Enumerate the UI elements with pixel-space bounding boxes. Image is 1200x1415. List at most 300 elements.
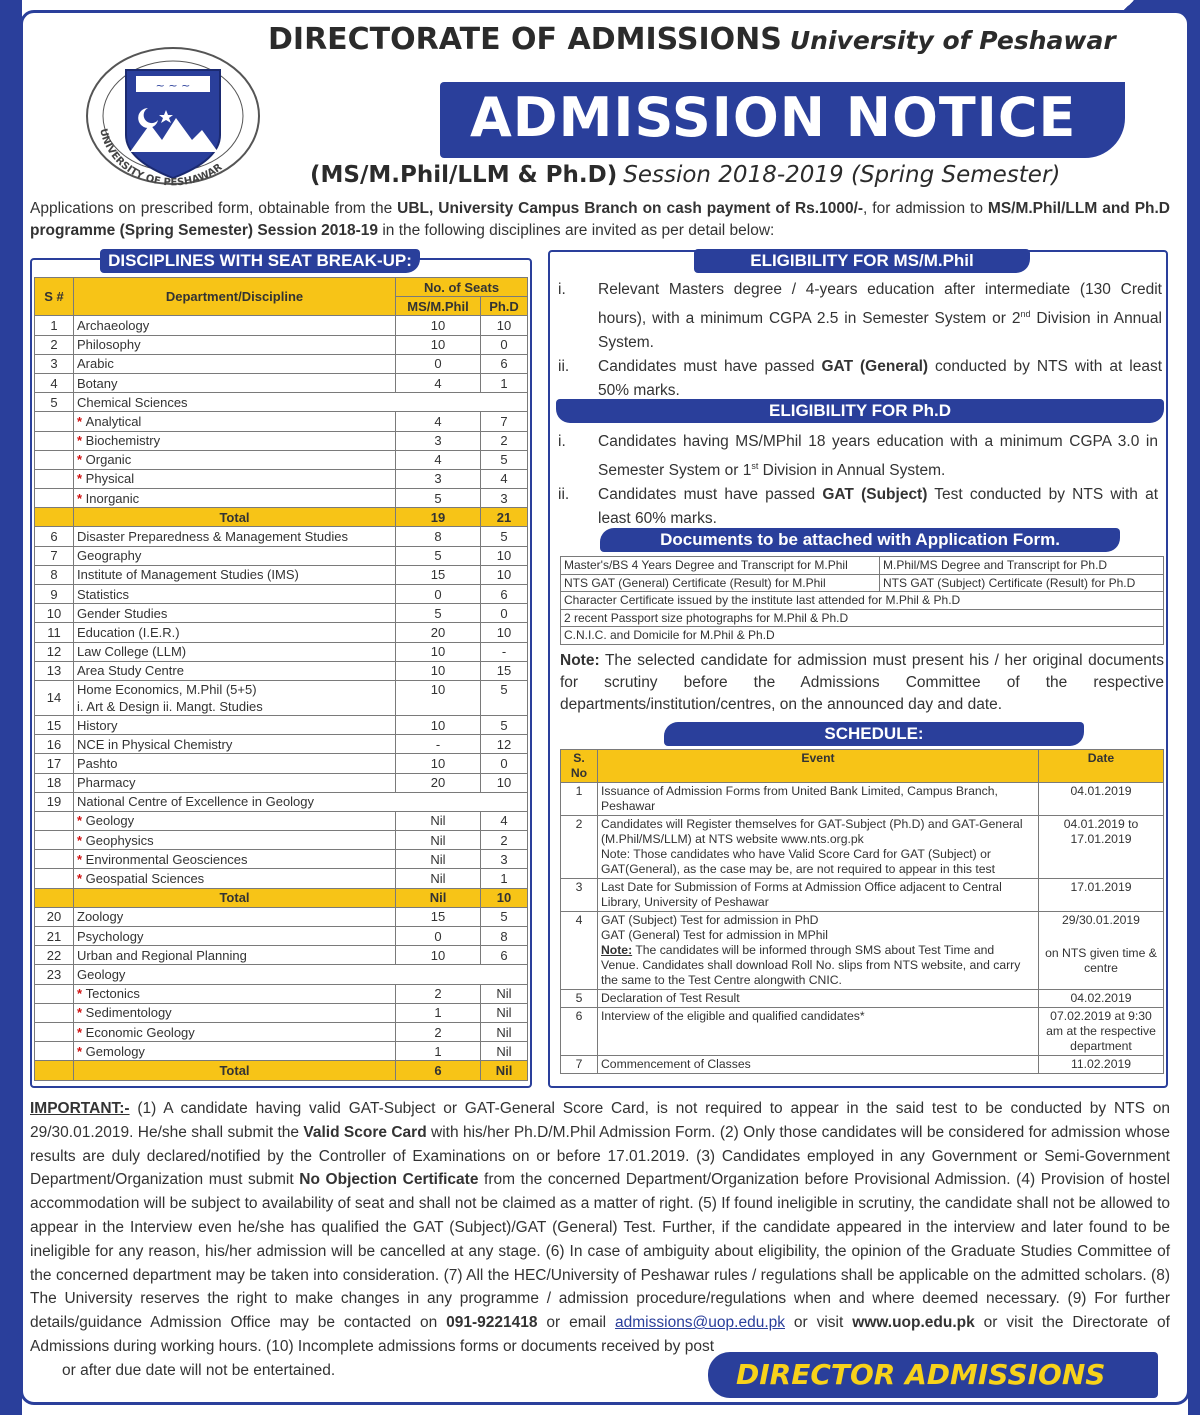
discipline-row	[35, 335, 528, 354]
discipline-name	[74, 792, 528, 811]
intro-text: in the following disciplines are invited as per detail below:	[378, 222, 775, 239]
schedule-row	[561, 879, 1164, 912]
intro-text: Applications on prescribed form, obtainable from the	[30, 200, 398, 217]
seats-ms: 8	[396, 527, 481, 546]
discipline-row	[35, 527, 528, 546]
discipline-label: Analytical	[85, 413, 142, 429]
seats-ms: 1	[396, 1003, 481, 1022]
eligibility-phd-item	[558, 430, 1158, 483]
seats-phd: 10	[481, 546, 528, 565]
row-number: 5	[35, 393, 74, 412]
discipline-name	[74, 946, 396, 965]
schedule-row	[561, 912, 1164, 990]
seats-ms: 5	[396, 489, 481, 508]
intro-text: , for admission to	[863, 200, 988, 217]
documents-row	[561, 592, 1164, 610]
important-text: from the concerned Department/Organization before Provisional Admission. (4) Provision of hostel accommodation will be subject to availability of seat and shall not be claimed as a matter of right. (5) If found ineligible in scrutiny, the candidate shall not be allowed to appear in the Interview even he/she has qualified the GAT (Subject)/GAT (General) Test. Further, if the candidate appeared in the interview and later found to be ineligible for any reason, his/her admission will be cancelled at any stage. (6) In case of ambiguity about eligibility, the opinion of the Graduate Studies Committee of the concerned department may be taken into consideration. (7) All the HEC/University of Peshawar rules / regulations shall be applicable on the admitted scholars. (8) The University reserves the right to make changes in any programme / admission procedure/regulations when and where deemed necessary. (9) For further details/guidance Admission Office may be contacted on	[30, 1171, 1170, 1332]
event-line: Note: Those candidates who have Valid Score Card for GAT (Subject) or GAT(General), as the case may be, are not required to appear in this test	[601, 847, 996, 876]
discipline-label: Education (I.E.R.)	[77, 624, 180, 640]
seats-phd: 2	[481, 431, 528, 450]
discipline-label: Geology	[77, 966, 126, 982]
seats-phd: Nil	[481, 1042, 528, 1061]
important-label: IMPORTANT:-	[30, 1100, 130, 1117]
row-number: 12	[35, 642, 74, 661]
seats-phd: 3	[481, 850, 528, 869]
row-number	[35, 431, 74, 450]
discipline-name	[74, 1022, 396, 1041]
discipline-row	[35, 450, 528, 469]
row-number: 2	[35, 335, 74, 354]
item-bold: GAT (General)	[821, 358, 929, 376]
discipline-row	[35, 1042, 528, 1061]
seats-phd: 5	[481, 527, 528, 546]
discipline-label: Total	[219, 890, 250, 906]
discipline-row	[35, 869, 528, 888]
discipline-label: Inorganic	[85, 490, 140, 506]
seats-phd: 10	[481, 623, 528, 642]
university-name: University of Peshawar	[789, 26, 1116, 55]
discipline-row	[35, 661, 528, 680]
eligibility-phd-list	[558, 430, 1158, 531]
row-number: 1	[35, 316, 74, 335]
discipline-name	[74, 927, 396, 946]
asterisk-icon: *	[77, 1043, 86, 1059]
discipline-name	[74, 316, 396, 335]
discipline-row	[35, 642, 528, 661]
seats-ms: 4	[396, 412, 481, 431]
row-number: 3	[35, 354, 74, 373]
asterisk-icon: *	[77, 490, 86, 506]
note-text: The selected candidate for admission must present his / her original documents for scrutiny before the Admissions Committee of the respective departments/institution/centres, on the announced day and date.	[560, 652, 1164, 713]
seats-ms: 19	[396, 508, 481, 527]
item-text: Candidates having MS/MPhil 18 years education with a minimum CGPA 3.0 in Semester System or 1	[598, 433, 1158, 480]
asterisk-icon: *	[77, 871, 86, 887]
row-number: 16	[35, 735, 74, 754]
row-number: 14	[35, 680, 74, 715]
important-text: (1) A candidate having valid GAT-Subject or GAT-General Score Card, is not required to appear in the said test to be conducted by NTS on 29/30.01.2019. He/she shall submit the	[30, 1100, 1170, 1141]
row-number: 6	[561, 1008, 598, 1056]
event-date: 07.02.2019 at 9:30 am at the respective department	[1039, 1008, 1164, 1056]
discipline-row	[35, 393, 528, 412]
row-number	[35, 450, 74, 469]
row-number	[35, 984, 74, 1003]
seats-phd: 0	[481, 754, 528, 773]
discipline-row	[35, 489, 528, 508]
discipline-name	[74, 585, 396, 604]
discipline-label: Tectonics	[85, 986, 140, 1002]
seats-ms: 6	[396, 1061, 481, 1080]
discipline-label: Area Study Centre	[77, 663, 184, 679]
event-text: Interview of the eligible and qualified candidates*	[598, 1008, 1039, 1056]
discipline-row	[35, 773, 528, 792]
seats-ms: 15	[396, 907, 481, 926]
seats-phd: 0	[481, 335, 528, 354]
session-label: Session 2018-2019 (Spring Semester)	[623, 162, 1061, 188]
seats-ms: 20	[396, 773, 481, 792]
discipline-label: Botany	[77, 375, 118, 391]
seats-ms: 10	[396, 335, 481, 354]
document-item: Character Certificate issued by the institute last attended for M.Phil & Ph.D	[561, 592, 1164, 610]
item-text: Candidates must have passed	[598, 358, 822, 376]
seats-phd: Nil	[481, 1003, 528, 1022]
seats-phd: 0	[481, 604, 528, 623]
discipline-label: Disaster Preparedness & Management Studies	[77, 529, 348, 545]
event-note-label: Note:	[601, 943, 633, 957]
eligibility-phd-heading: ELIGIBILITY FOR Ph.D	[556, 399, 1164, 423]
intro-bold: UBL, University Campus Branch on cash payment of Rs.1000/-	[397, 200, 864, 217]
row-number	[35, 469, 74, 488]
schedule-row	[561, 816, 1164, 879]
discipline-name	[74, 642, 396, 661]
event-date: 04.01.2019 to 17.01.2019	[1039, 816, 1164, 879]
discipline-name	[74, 335, 396, 354]
subtitle	[310, 162, 1060, 188]
seats-ms: 10	[396, 316, 481, 335]
seats-phd: 7	[481, 412, 528, 431]
row-number: 8	[35, 565, 74, 584]
discipline-row	[35, 792, 528, 811]
banner-title: ADMISSION NOTICE	[470, 86, 1077, 149]
seats-ms: 1	[396, 1042, 481, 1061]
discipline-row	[35, 1003, 528, 1022]
seats-phd: 5	[481, 680, 528, 715]
discipline-label: Gender Studies	[77, 605, 168, 621]
row-number: 15	[35, 715, 74, 734]
seats-phd: 10	[481, 888, 528, 907]
seats-ms: 20	[396, 623, 481, 642]
important-notes	[30, 1097, 1170, 1383]
discipline-label: Geography	[77, 548, 142, 564]
row-number: 20	[35, 907, 74, 926]
discipline-label: Home Economics, M.Phil (5+5)	[77, 681, 257, 697]
discipline-label: Law College (LLM)	[77, 644, 187, 660]
row-number: 9	[35, 585, 74, 604]
seats-phd: 4	[481, 469, 528, 488]
discipline-name	[74, 1003, 396, 1022]
header-directorate	[268, 22, 1116, 57]
item-number: ii.	[558, 486, 570, 504]
asterisk-icon: *	[77, 813, 86, 829]
event-text: Issuance of Admission Forms from United Bank Limited, Campus Branch, Peshawar	[598, 783, 1039, 816]
discipline-row	[35, 907, 528, 926]
discipline-label: Archaeology	[77, 317, 150, 333]
discipline-row	[35, 469, 528, 488]
discipline-label: Geophysics	[85, 832, 154, 848]
admission-notice-banner	[440, 82, 1125, 158]
discipline-name	[74, 527, 396, 546]
schedule-row	[561, 990, 1164, 1008]
discipline-name	[74, 489, 396, 508]
important-bold: Valid Score Card	[303, 1123, 427, 1141]
important-bold: No Objection Certificate	[299, 1171, 479, 1189]
important-text: with his/her Ph.D/M.Phil Admission Form. (2) Only those candidates will be considered for admission whose results are duly declared/notified by the Controller of Examinations on or before 17.01.2019. (3) Candidates employed in any Government or Semi-Government Department/Organization must submit	[30, 1123, 1170, 1189]
discipline-label: Sedimentology	[85, 1005, 172, 1021]
row-number	[35, 811, 74, 830]
documents-heading: Documents to be attached with Application Form.	[600, 528, 1120, 552]
seats-phd: 4	[481, 811, 528, 830]
row-number: 4	[561, 912, 598, 990]
row-number	[35, 1042, 74, 1061]
discipline-label: History	[77, 717, 118, 733]
discipline-label: Pharmacy	[77, 775, 136, 791]
row-number	[35, 489, 74, 508]
col-date: Date	[1039, 750, 1164, 783]
event-line: GAT (General) Test for admission in MPhil	[601, 928, 828, 942]
row-number: 1	[561, 783, 598, 816]
event-text: Declaration of Test Result	[598, 990, 1039, 1008]
row-number	[35, 1061, 74, 1080]
item-text: conducted by NTS with at least 50% marks.	[598, 358, 1163, 400]
seats-phd: Nil	[481, 1022, 528, 1041]
item-bold: GAT (Subject)	[822, 486, 928, 504]
discipline-name	[74, 546, 396, 565]
discipline-row	[35, 604, 528, 623]
event-date: 04.01.2019	[1039, 783, 1164, 816]
discipline-name	[74, 680, 396, 715]
seats-phd: 21	[481, 508, 528, 527]
seats-ms: Nil	[396, 850, 481, 869]
discipline-name	[74, 907, 396, 926]
discipline-label: Economic Geology	[85, 1024, 195, 1040]
discipline-label: Environmental Geosciences	[85, 851, 248, 867]
discipline-row	[35, 927, 528, 946]
document-item: NTS GAT (Subject) Certificate (Result) for Ph.D	[880, 574, 1164, 592]
total-row	[35, 508, 528, 527]
discipline-row	[35, 965, 528, 984]
row-number	[35, 850, 74, 869]
logo-ring-text: UNIVERSITY OF PESHAWAR	[97, 127, 225, 189]
seats-ms: -	[396, 735, 481, 754]
discipline-row	[35, 811, 528, 830]
discipline-label: Chemical Sciences	[77, 394, 188, 410]
signature-text: DIRECTOR ADMISSIONS	[736, 1358, 1106, 1391]
asterisk-icon: *	[77, 433, 86, 449]
discipline-name	[74, 393, 528, 412]
seats-ms: 3	[396, 469, 481, 488]
document-item: NTS GAT (General) Certificate (Result) for M.Phil	[561, 574, 880, 592]
discipline-row	[35, 373, 528, 392]
discipline-label: Total	[219, 509, 250, 525]
documents-row	[561, 557, 1164, 575]
discipline-label: Statistics	[77, 586, 130, 602]
event-line	[601, 943, 1035, 988]
svg-text:~ ~ ~: ~ ~ ~	[155, 79, 191, 92]
intro-paragraph	[30, 198, 1170, 242]
item-number: i.	[558, 281, 566, 298]
event-date: 17.01.2019	[1039, 879, 1164, 912]
discipline-label: Zoology	[77, 909, 124, 925]
discipline-label: Urban and Regional Planning	[77, 947, 247, 963]
discipline-label: NCE in Physical Chemistry	[77, 736, 233, 752]
discipline-row	[35, 546, 528, 565]
schedule-row	[561, 1056, 1164, 1074]
seats-ms: 10	[396, 946, 481, 965]
event-text	[598, 816, 1039, 879]
documents-row	[561, 609, 1164, 627]
seats-phd: 12	[481, 735, 528, 754]
discipline-row	[35, 984, 528, 1003]
row-number	[35, 508, 74, 527]
asterisk-icon: *	[77, 1024, 86, 1040]
discipline-name	[74, 1061, 396, 1080]
seats-ms: 10	[396, 715, 481, 734]
seats-phd: 10	[481, 316, 528, 335]
row-number: 13	[35, 661, 74, 680]
discipline-name	[74, 850, 396, 869]
discipline-name	[74, 754, 396, 773]
row-number: 11	[35, 623, 74, 642]
event-line: GAT (Subject) Test for admission in PhD	[601, 913, 819, 927]
discipline-name	[74, 715, 396, 734]
event-text: Last Date for Submission of Forms at Admission Office adjacent to Central Library, University of Peshawar	[598, 879, 1039, 912]
university-logo	[78, 40, 268, 190]
seats-ms: 10	[396, 642, 481, 661]
event-line: Candidates will Register themselves for GAT-Subject (Ph.D) and GAT-General (M.Phil/MS/LLM) at NTS website www.nts.org.pk	[601, 817, 1023, 846]
intro-bold: MS/M.Phil/LLM and Ph.D programme (Spring Semester) Session 2018-19	[30, 200, 1170, 239]
event-date: 11.02.2019	[1039, 1056, 1164, 1074]
total-row	[35, 888, 528, 907]
seats-phd: -	[481, 642, 528, 661]
seats-ms: Nil	[396, 888, 481, 907]
discipline-label: Organic	[85, 452, 132, 468]
event-text	[598, 912, 1039, 990]
document-item: Master's/BS 4 Years Degree and Transcript for M.Phil	[561, 557, 880, 575]
event-date-line: on NTS given time & centre	[1045, 946, 1157, 975]
seats-phd: 10	[481, 565, 528, 584]
asterisk-icon: *	[77, 413, 86, 429]
discipline-label: National Centre of Excellence in Geology	[77, 794, 315, 810]
important-text: or visit	[785, 1314, 853, 1332]
discipline-label: Physical	[85, 471, 135, 487]
seats-ms: 10	[396, 680, 481, 715]
directorate-title: DIRECTORATE OF ADMISSIONS	[268, 22, 782, 57]
item-text: Division in Annual System.	[598, 310, 1162, 352]
seats-phd: 10	[481, 773, 528, 792]
col-phd: Ph.D	[481, 297, 528, 316]
seats-phd: 2	[481, 831, 528, 850]
col-seats: No. of Seats	[396, 278, 528, 297]
programs-label: (MS/M.Phil/LLM & Ph.D)	[310, 162, 618, 188]
row-number: 6	[35, 527, 74, 546]
discipline-name	[74, 965, 528, 984]
seats-ms: 5	[396, 604, 481, 623]
important-text: or email	[537, 1314, 616, 1332]
seats-phd: 6	[481, 354, 528, 373]
background-stripe-left	[0, 0, 22, 1415]
discipline-name	[74, 565, 396, 584]
col-event: Event	[598, 750, 1039, 783]
discipline-label: Gemology	[85, 1043, 145, 1059]
discipline-row	[35, 850, 528, 869]
seats-ms: 0	[396, 927, 481, 946]
seats-ms: 10	[396, 754, 481, 773]
schedule-row	[561, 783, 1164, 816]
discipline-name	[74, 373, 396, 392]
discipline-name	[74, 1042, 396, 1061]
total-row	[35, 1061, 528, 1080]
discipline-label: Arabic	[77, 356, 114, 372]
event-note: The candidates will be informed through SMS about Test Time and Venue. Candidates shall download Roll No. slips from NTS website, and carry the same to the Test Centre alongwith CNIC.	[601, 943, 1021, 987]
important-text: or after due date will not be entertained.	[62, 1361, 336, 1379]
discipline-name	[74, 735, 396, 754]
row-number: 7	[35, 546, 74, 565]
seats-phd: Nil	[481, 984, 528, 1003]
discipline-name	[74, 888, 396, 907]
eligibility-ms-heading: ELIGIBILITY FOR MS/M.Phil	[694, 249, 1030, 273]
discipline-name	[74, 450, 396, 469]
asterisk-icon: *	[77, 851, 86, 867]
item-text: Test conducted by NTS with at least 60% marks.	[598, 486, 1159, 528]
row-number: 3	[561, 879, 598, 912]
seats-ms: Nil	[396, 811, 481, 830]
col-sno: S #	[35, 278, 74, 316]
disciplines-table	[34, 277, 528, 1081]
col-ms: MS/M.Phil	[396, 297, 481, 316]
seats-phd: 6	[481, 585, 528, 604]
row-number	[35, 831, 74, 850]
website-link[interactable]: www.uop.edu.pk	[852, 1314, 975, 1332]
item-number: ii.	[558, 358, 570, 376]
note-label: Note:	[560, 652, 600, 669]
discipline-row	[35, 754, 528, 773]
item-sup: nd	[1020, 309, 1031, 319]
seats-ms: 4	[396, 450, 481, 469]
seats-phd: 3	[481, 489, 528, 508]
discipline-label: Biochemistry	[85, 433, 161, 449]
seats-phd: 5	[481, 907, 528, 926]
discipline-name	[74, 623, 396, 642]
seats-ms: 3	[396, 431, 481, 450]
document-item: 2 recent Passport size photographs for M.Phil & Ph.D	[561, 609, 1164, 627]
eligibility-ms-list	[558, 278, 1162, 403]
discipline-row	[35, 831, 528, 850]
discipline-name	[74, 773, 396, 792]
seats-ms: Nil	[396, 869, 481, 888]
seats-phd: 1	[481, 869, 528, 888]
discipline-name	[74, 604, 396, 623]
discipline-name	[74, 431, 396, 450]
discipline-name	[74, 412, 396, 431]
discipline-row	[35, 1022, 528, 1041]
disciplines-heading: DISCIPLINES WITH SEAT BREAK-UP:	[100, 249, 420, 273]
discipline-name	[74, 831, 396, 850]
discipline-label: Geology	[85, 813, 135, 829]
director-admissions-signature	[708, 1352, 1158, 1398]
row-number: 22	[35, 946, 74, 965]
discipline-name	[74, 508, 396, 527]
seats-ms: 10	[396, 661, 481, 680]
discipline-label: Geospatial Sciences	[85, 871, 205, 887]
asterisk-icon: *	[77, 452, 86, 468]
seats-ms: 2	[396, 984, 481, 1003]
discipline-label: Institute of Management Studies (IMS)	[77, 567, 299, 583]
row-number: 18	[35, 773, 74, 792]
row-number: 10	[35, 604, 74, 623]
event-text: Commencement of Classes	[598, 1056, 1039, 1074]
row-number: 19	[35, 792, 74, 811]
discipline-row	[35, 623, 528, 642]
event-date: 04.02.2019	[1039, 990, 1164, 1008]
document-item: M.Phil/MS Degree and Transcript for Ph.D	[880, 557, 1164, 575]
discipline-row	[35, 354, 528, 373]
contact-email-link[interactable]: admissions@uop.edu.pk	[615, 1314, 786, 1332]
discipline-name	[74, 811, 396, 830]
discipline-name	[74, 869, 396, 888]
item-text: Relevant Masters degree / 4-years education after intermediate (130 Credit hours), with a minimum CGPA 2.5 in Semester System or 2	[598, 281, 1162, 328]
seats-ms: 4	[396, 373, 481, 392]
row-number: 21	[35, 927, 74, 946]
discipline-name	[74, 469, 396, 488]
